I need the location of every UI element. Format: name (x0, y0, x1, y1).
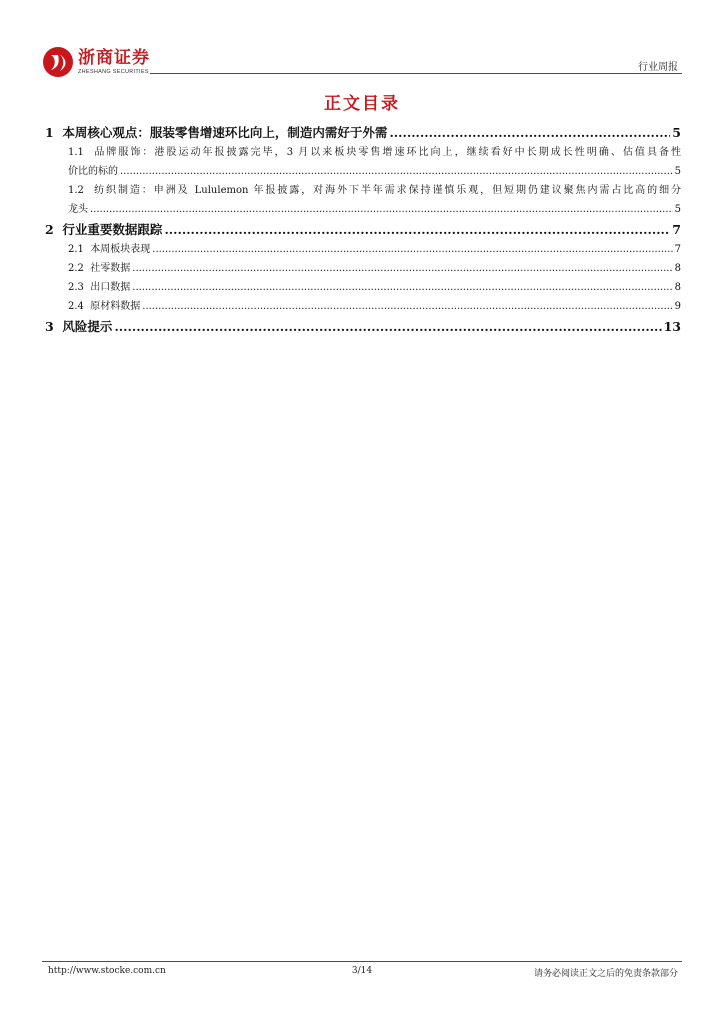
toc-page-number: 8 (674, 263, 681, 274)
toc-page-number: 13 (663, 319, 681, 334)
toc-page-number: 5 (674, 166, 681, 177)
toc-entry-label-continued: 龙头 (68, 204, 88, 215)
toc-entry-label: 1.2 纺织制造：申洲及 Lululemon 年报披露，对海外下半年需求保持谨慎乐观，但短期仍建议聚焦内需占比高的细分 (68, 185, 681, 196)
footer-divider (42, 961, 682, 962)
company-logo (42, 46, 150, 78)
toc-entry-1-1[interactable] (45, 143, 681, 181)
report-type-label: 行业周报 (638, 62, 678, 73)
toc-entry-1-2[interactable] (45, 181, 681, 219)
toc-entry-2-1[interactable] (45, 240, 681, 259)
toc-entry-label-continued: 价比的标的 (68, 166, 118, 177)
logo-mark-icon (42, 46, 74, 78)
toc-leader-dots (132, 259, 672, 278)
toc-leader-dots (142, 297, 672, 316)
footer-disclaimer: 请务必阅读正文之后的免责条款部分 (533, 969, 678, 979)
toc-leader-dots (114, 316, 661, 337)
footer-page-indicator: 3/14 (351, 966, 373, 976)
header-divider (150, 73, 682, 74)
toc-entry-label: 3 风险提示 (45, 319, 113, 334)
toc-entry-label: 2.3 出口数据 (68, 282, 131, 293)
toc-leader-dots (389, 122, 670, 143)
toc-page-number: 5 (672, 125, 681, 140)
toc-leader-dots (120, 162, 673, 181)
toc-entry-label: 1.1 品牌服饰：港股运动年报披露完毕，3 月以来板块零售增速环比向上，继续看好中长期成长性明确、估值具备性 (68, 147, 681, 158)
toc-entry-1[interactable] (45, 122, 681, 143)
toc-entry-3[interactable] (45, 316, 681, 337)
footer-website-link[interactable]: http://www.stocke.com.cn (48, 966, 166, 976)
logo-english-name: ZHESHANG SECURITIES (78, 69, 149, 75)
logo-chinese-name: 浙商证券 (78, 48, 150, 68)
toc-entry-2[interactable] (45, 219, 681, 240)
toc-entry-2-4[interactable] (45, 297, 681, 316)
toc-entry-label: 1 本周核心观点：服装零售增速环比向上，制造内需好于外需 (45, 125, 388, 140)
toc-title: 正文目录 (324, 94, 400, 114)
toc-leader-dots (90, 200, 673, 219)
toc-page-number: 5 (674, 204, 681, 215)
toc-leader-dots (132, 278, 672, 297)
toc-page-number: 7 (672, 222, 681, 237)
table-of-contents (45, 122, 681, 337)
toc-page-number: 7 (674, 244, 681, 255)
toc-entry-label: 2.4 原材料数据 (68, 301, 141, 312)
toc-entry-label: 2.2 社零数据 (68, 263, 131, 274)
toc-entry-2-3[interactable] (45, 278, 681, 297)
toc-page-number: 8 (674, 282, 681, 293)
toc-leader-dots (152, 240, 672, 259)
toc-entry-label: 2.1 本周板块表现 (68, 244, 151, 255)
toc-entry-2-2[interactable] (45, 259, 681, 278)
toc-page-number: 9 (674, 301, 681, 312)
toc-leader-dots (164, 219, 670, 240)
toc-entry-label: 2 行业重要数据跟踪 (45, 222, 163, 237)
